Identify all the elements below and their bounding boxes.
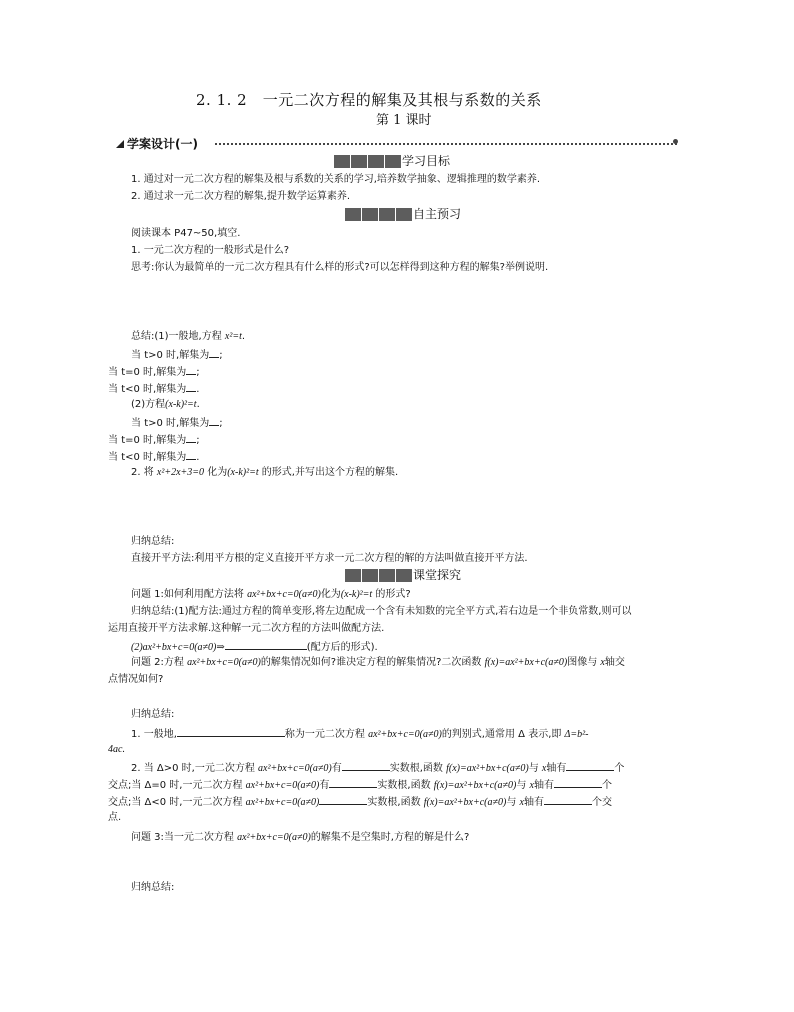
case-t-positive-1: 当 t>0 时,解集为 ;	[131, 350, 223, 361]
section-explore	[345, 568, 461, 582]
triangle-icon	[116, 140, 124, 148]
preview-question-2: 2. 将 x²+2x+3=0 化为(x-k)²=t 的形式,并写出这个方程的解集.	[131, 467, 399, 478]
complete-square-summary-line1: 归纳总结:(1)配方法:通过方程的简单变形,将左边配成一个含有未知数的完全平方式,若右边是一个非负常数,则可以	[131, 606, 632, 617]
design-header	[116, 137, 198, 151]
section-preview-label: 自主预习	[413, 207, 462, 221]
induction-label-3: 归纳总结:	[131, 882, 175, 893]
section-goals-label: 学习目标	[402, 154, 451, 168]
section-blocks-icon	[345, 569, 412, 582]
explore-question-2: 问题 2:方程 ax²+bx+c=0(a≠0)的解集情况如何?谁决定方程的解集情况?二次函数 f(x)=ax²+bx+c(a≠0)图像与 x轴交	[131, 657, 625, 668]
summary-2: (2)方程(x-k)²=t.	[131, 399, 200, 410]
read-instruction: 阅读课本 P47~50,填空.	[131, 228, 241, 239]
discriminant-case-zero: 交点;当 Δ=0 时,一元二次方程 ax²+bx+c=0(a≠0)有 实数根,函数 f(x)=ax²+bx+c(a≠0)与 x轴有 个	[108, 780, 612, 791]
discriminant-case-positive: 2. 当 Δ>0 时,一元二次方程 ax²+bx+c=0(a≠0)有 实数根,函数 f(x)=ax²+bx+c(a≠0)与 x轴有 个	[131, 763, 625, 774]
think-prompt: 思考:你认为最简单的一元二次方程具有什么样的形式?可以怎样得到这种方程的解集?举例说明.	[131, 262, 549, 273]
discriminant-case-negative: 交点;当 Δ<0 时,一元二次方程 ax²+bx+c=0(a≠0) 实数根,函数 f(x)=ax²+bx+c(a≠0)与 x轴有 个交	[108, 797, 612, 808]
section-explore-label: 课堂探究	[413, 568, 462, 582]
explore-question-3: 问题 3:当一元二次方程 ax²+bx+c=0(a≠0)的解集不是空集时,方程的解是什么?	[131, 832, 470, 843]
discriminant-case-end: 点.	[108, 812, 122, 823]
page-title: 2. 1. 2 一元二次方程的解集及其根与系数的关系	[196, 91, 542, 109]
dotted-divider	[215, 143, 677, 145]
complete-square-summary-line2: 运用直接开平方法求解.这种解一元二次方程的方法叫做配方法.	[108, 623, 385, 634]
section-blocks-icon	[334, 155, 401, 168]
induction-label-2: 归纳总结:	[131, 709, 175, 720]
case-t-negative-2: 当 t<0 时,解集为 .	[108, 452, 200, 463]
goal-2: 2. 通过求一元二次方程的解集,提升数学运算素养.	[131, 191, 351, 202]
direct-method-definition: 直接开平方法:利用平方根的定义直接开平方求一元二次方程的解的方法叫做直接开平方法.	[131, 553, 528, 564]
section-goals	[334, 154, 450, 168]
induction-label-1: 归纳总结:	[131, 536, 175, 547]
case-t-zero-1: 当 t=0 时,解集为 ;	[108, 367, 200, 378]
case-t-zero-2: 当 t=0 时,解集为 ;	[108, 435, 200, 446]
summary-1: 总结:(1)一般地,方程 x²=t.	[131, 331, 246, 342]
design-header-text: 学案设计(一)	[127, 137, 198, 151]
discriminant-definition: 1. 一般地, 称为一元二次方程 ax²+bx+c=0(a≠0)的判别式,通常用 Δ 表示,即 Δ=b²-	[131, 729, 589, 740]
preview-question-1: 1. 一元二次方程的一般形式是什么?	[131, 245, 290, 256]
case-t-negative-1: 当 t<0 时,解集为 .	[108, 384, 200, 395]
lesson-subtitle: 第 1 课时	[376, 113, 432, 128]
complete-square-form: (2)ax²+bx+c=0(a≠0)⇒ (配方后的形式).	[131, 642, 378, 653]
goal-1: 1. 通过对一元二次方程的解集及根与系数的关系的学习,培养数学抽象、逻辑推理的数学素养.	[131, 174, 541, 185]
section-blocks-icon	[345, 208, 412, 221]
section-preview	[345, 207, 461, 221]
explore-question-1: 问题 1:如何利用配方法将 ax²+bx+c=0(a≠0)化为(x-k)²=t 的形式?	[131, 589, 411, 600]
discriminant-definition-cont: 4ac.	[108, 744, 125, 755]
explore-question-2-cont: 点情况如何?	[108, 674, 164, 685]
divider-end-dot	[673, 139, 678, 144]
case-t-positive-2: 当 t>0 时,解集为 ;	[131, 418, 223, 429]
